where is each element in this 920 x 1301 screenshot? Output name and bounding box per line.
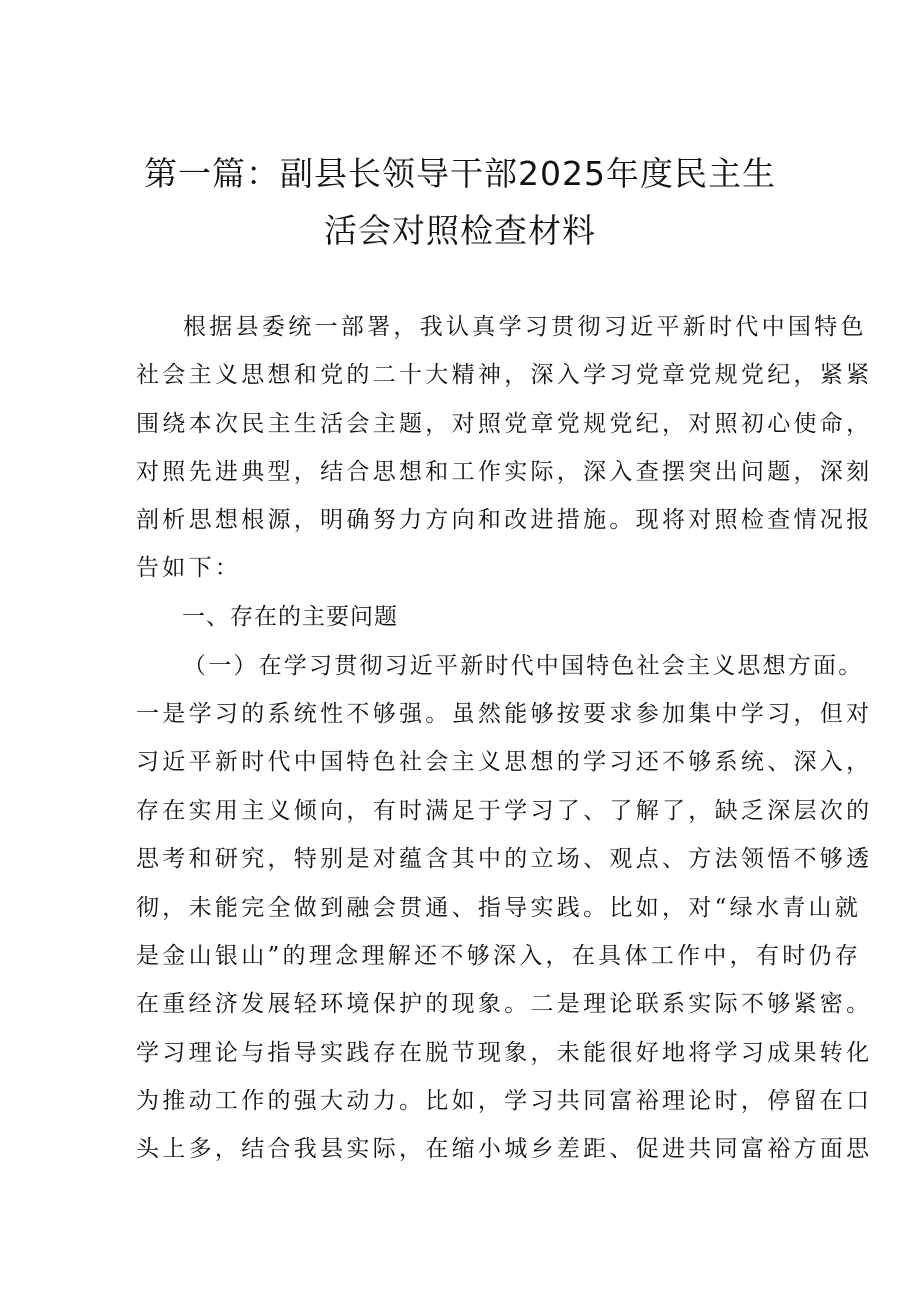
section-heading: 一、存在的主要问题: [182, 604, 398, 630]
body-line-1: （一）在学习贯彻习近平新时代中国特色社会主义思想方面。: [183, 653, 864, 679]
intro-line-6: 告如下：: [136, 555, 242, 581]
body-line-4: 存在实用主义倾向，有时满足于学习了、了解了，缺乏深层次的: [136, 798, 873, 824]
intro-line-5: 剖析思想根源，明确努力方向和改进措施。现将对照检查情况报: [136, 507, 873, 533]
document-title-line-2: 活会对照检查材料: [324, 211, 596, 250]
body-line-7: 是金山银山”的理念理解还不够深入，在具体工作中，有时仍存: [136, 943, 862, 969]
intro-line-4: 对照先进典型，结合思想和工作实际，深入查摆突出问题，深刻: [136, 459, 873, 485]
body-line-3: 习近平新时代中国特色社会主义思想的学习还不够系统、深入，: [136, 749, 873, 775]
body-line-5: 思考和研究，特别是对蕴含其中的立场、观点、方法领悟不够透: [136, 846, 873, 872]
body-line-9: 学习理论与指导实践存在脱节现象，未能很好地将学习成果转化: [136, 1040, 873, 1066]
body-line-11: 头上多，结合我县实际，在缩小城乡差距、促进共同富裕方面思: [136, 1136, 873, 1162]
body-line-2: 一是学习的系统性不够强。虽然能够按要求参加集中学习，但对: [136, 701, 873, 727]
intro-line-2: 社会主义思想和党的二十大精神，深入学习党章党规党纪，紧紧: [136, 362, 873, 388]
intro-line-3: 围绕本次民主生活会主题，对照党章党规党纪，对照初心使命，: [136, 411, 873, 437]
document-title-line-1: 第一篇：副县长领导干部2025年度民主生: [144, 154, 776, 193]
body-line-10: 为推动工作的强大动力。比如，学习共同富裕理论时，停留在口: [136, 1088, 873, 1114]
body-line-6: 彻，未能完全做到融会贯通、指导实践。比如，对“绿水青山就: [136, 895, 862, 921]
body-line-8: 在重经济发展轻环境保护的现象。二是理论联系实际不够紧密。: [136, 991, 873, 1017]
intro-line-1: 根据县委统一部署，我认真学习贯彻习近平新时代中国特色: [183, 314, 867, 340]
